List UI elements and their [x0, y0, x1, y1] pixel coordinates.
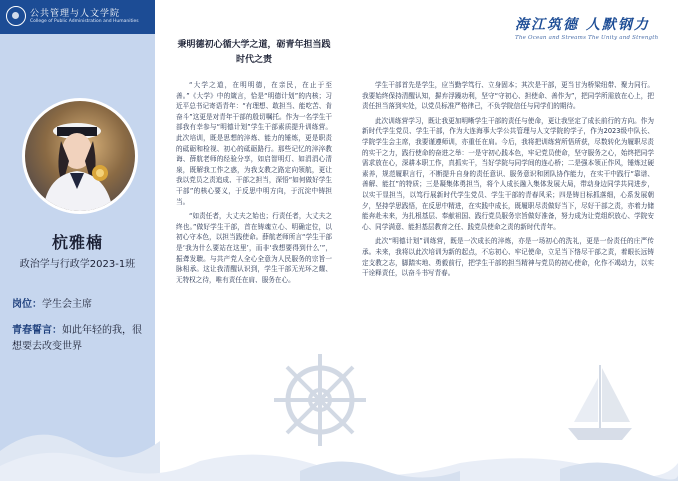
brand-slogan-cn: 海江筑德 人默钢力	[515, 17, 650, 33]
college-name-en: College of Public Administration and Humanities	[30, 19, 139, 24]
article-paragraph: “如责任者，大丈夫之始也；行责任者，大丈夫之终也。”做好学生干部，首在铸魂立心、明确定位，以初心守本色，以担当践使命。薛航老师所言“学生干部是‘我为什么要站在这里’，而非‘我想要得到什么’”，振聋发聩。与共产党人全心全意为人民服务的宗旨一脉相承。这让我清醒认识到，学生干部无光环之耀、无特权之待，唯有责任在肩、服务在心。	[176, 212, 332, 284]
college-logo-band	[0, 0, 155, 34]
article-paragraph: 此次训练营学习，既让我更加明晰学生干部的责任与使命，更让我坚定了成长前行的方向。作为新时代学生党员、学生干部，作为大连海事大学公共管理与人文学院的学子，作为2023级中队长、学院学生会主席，我要谨遵师训，亦重任在肩。今后，我将把训练营所悟所获，尽数转化为履职尽责的实干之力，践行使命的奋进之举：一是守初心践本色，牢记党员使命，坚守服务之心，始终把同学需求放在心，深耕本职工作，真抓实干，当好学院与同学间的连心桥；二是强本领正作风，锤炼过硬素养，规范履职言行，不断提升自身的责任意识、服务意识和团队协作能力，在实干中践行“靠谱、善解、能扛”的特质；三是凝集体勇担当，将个人成长融入集体发展大局，带动身边同学共同进步，以实干显担当，以笃行展新时代学生党员、学生干部的青春风采；四是铸目标抓落细，心系发展朝夕，坚持学思践悟，在反思中精进，在实践中成长，既履职尽责做好当下，尽好干部之责，亦着力储能奔赴未来，为扎根基层、奉献祖国、践行党员服务宗旨做好准备，努力成为让党组织放心、学院安心、同学满意、能担基层教育之任、践党员使命之责的新时代青年。	[362, 116, 654, 231]
student-portrait	[22, 98, 138, 214]
article-column-right	[362, 80, 654, 283]
college-name-cn: 公共管理与人文学院	[30, 9, 121, 19]
article-paragraph: 学生干部首先是学生，应当勤学笃行、立身固本；其次是干部，更当甘为桥梁纽带、聚力同行。我要始终保持清醒认知，摒弃浮躁功利，坚守“守初心、担使命、善作为”，把同学所需放在心上，把责任担当落到实处，以党员标准严格律己，不负学院信任与同学们的期待。	[362, 81, 654, 111]
role-label: 岗位：	[12, 299, 42, 310]
motto-label: 青春誓言：	[12, 325, 62, 336]
article-heading: 秉明德初心循大学之道，砺青年担当践时代之责	[177, 40, 331, 65]
brand-slogan	[515, 14, 659, 41]
student-motto	[12, 323, 150, 355]
article-paragraph: 此次“明德计划”训练营，既是一次成长的淬炼，亦是一场初心的洗礼，更是一份责任的庄严传承。未来，我将以此次培训为新的起点，不忘初心、牢记使命，立足当下恪尽干部之责，着眼长远铸定支教之志，脚踏实地、勇毅前行，把学生干部的担当精神与党员的初心使命，化作不竭动力，以实干诠释责任，以奋斗书写青春。	[362, 237, 654, 278]
student-role	[12, 295, 92, 310]
article-column-left	[176, 80, 332, 289]
college-emblem-icon	[6, 6, 26, 26]
motto-value: 如此年轻的我，很想要去改变世界	[12, 325, 142, 352]
sailboat-icon	[560, 360, 640, 450]
student-name: 杭雅楠	[51, 233, 103, 252]
article-paragraph: “大学之道，在明明德，在亲民，在止于至善。”《大学》中的箴言，恰是“明德计划”的内核；习近平总书记寄语青年：“有理想、敢担当、能吃苦、肯奋斗”这更是对青年干部的殷切嘱托。作为一名学生干部我有幸参与“明德计划”学生干部素质提升训练营。此次培训，既是思想的淬炼、能力的锤炼，更是职责的砥砺和检视、初心的砥砺路行。那些记忆的淬淬教诲、薛航老师的经验分享，如启智明灯、如涓涓心清泉，既解我工作之惑，为我支教之路定向领航，更让我以党员之责追成、干部之担当，深悟“如何做好学生干部”的核心要义，于反思中明方向，于沉淀中铸担当。	[176, 81, 332, 206]
role-value: 学生会主席	[42, 299, 92, 310]
student-class: 政治学与行政学2023-1班	[19, 259, 136, 270]
ship-wheel-icon	[270, 350, 370, 450]
brand-slogan-en: The Ocean and Streams The Unity and Strength	[515, 35, 659, 41]
